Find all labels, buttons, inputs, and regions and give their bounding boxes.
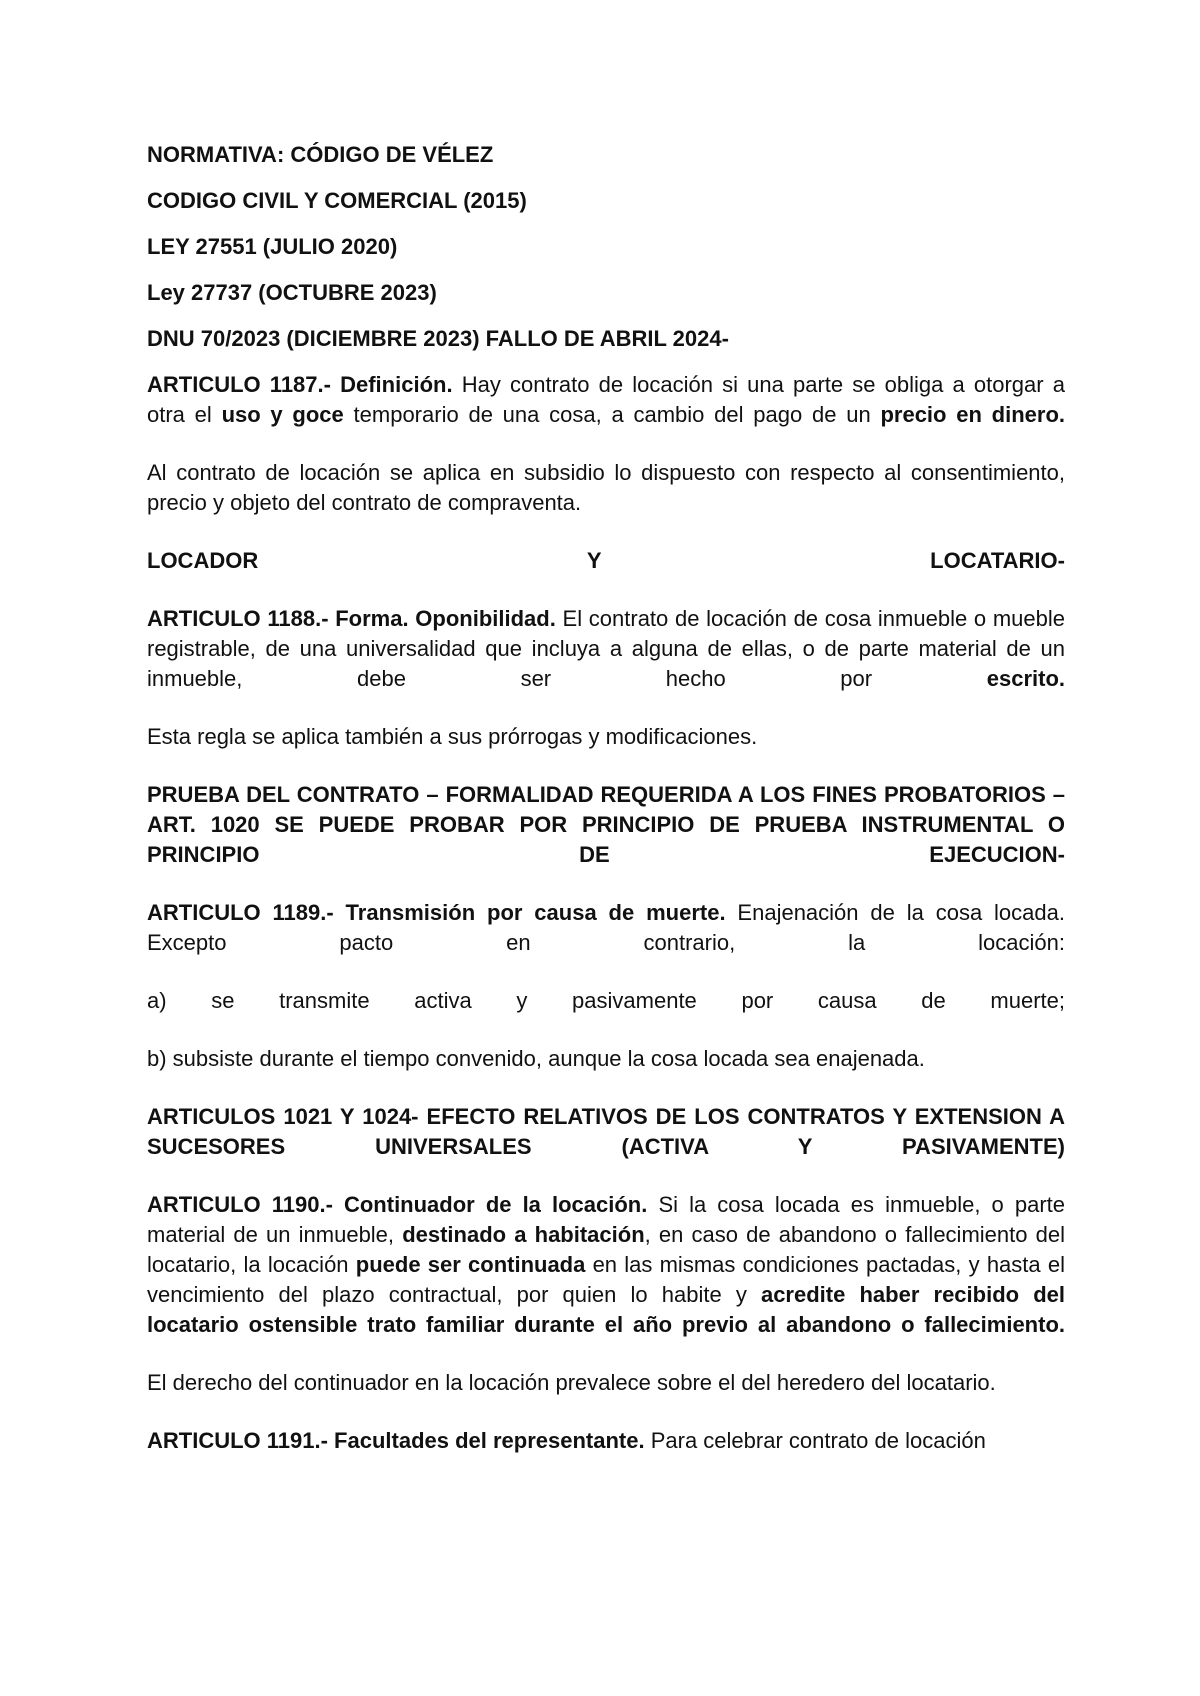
heading-codigo-civil: CODIGO CIVIL Y COMERCIAL (2015) <box>147 188 527 213</box>
heading-dnu: DNU 70/2023 (DICIEMBRE 2023) FALLO DE ABRIL 2024- <box>147 326 729 351</box>
text: , en caso de abandono o fallecimiento del locatario, la locación <box>147 1222 1065 1277</box>
article-1189-item-b: b) subsiste durante el tiempo convenido, aunque la cosa locada sea enajenada. <box>147 1046 925 1071</box>
heading-normativa: NORMATIVA: CÓDIGO DE VÉLEZ <box>147 142 494 167</box>
article-1189-item-a: a) se transmite activa y pasivamente por causa de muerte; <box>147 988 1065 1013</box>
bold-text: puede ser continuada <box>355 1252 586 1277</box>
heading-efecto-relativos: ARTICULOS 1021 Y 1024- EFECTO RELATIVOS DE LOS CONTRATOS Y EXTENSION A SUCESORES UNIVERSALES (ACTIVA Y PASIVAMENTE) <box>147 1104 1065 1159</box>
bold-text: escrito. <box>986 666 1065 691</box>
article-1190-title: ARTICULO 1190.- Continuador de la locación. <box>147 1192 648 1217</box>
heading-ley-27737: Ley 27737 (OCTUBRE 2023) <box>147 280 437 305</box>
heading-ley-27551: LEY 27551 (JULIO 2020) <box>147 234 398 259</box>
text: en las mismas condiciones pactadas, y hasta el vencimiento del plazo contractual, por quien lo habite y <box>147 1252 1065 1307</box>
article-1187-paragraph-2: Al contrato de locación se aplica en subsidio lo dispuesto con respecto al consentimiento, precio y objeto del contrato de compraventa. <box>147 460 1065 515</box>
text: Para celebrar contrato de locación <box>644 1428 986 1453</box>
text: El contrato de locación de cosa inmueble o mueble registrable, de una universalidad que incluya a alguna de ellas, o de parte material de un inmueble, debe ser hecho por <box>147 606 1065 691</box>
article-1188 <box>147 604 1065 694</box>
bold-text: destinado a habitación <box>402 1222 645 1247</box>
article-1188-paragraph-2: Esta regla se aplica también a sus prórrogas y modificaciones. <box>147 724 758 749</box>
bold-text: uso y goce <box>221 402 344 427</box>
normativa-list <box>147 140 1065 354</box>
article-1188-title: ARTICULO 1188.- Forma. Oponibilidad. <box>147 606 556 631</box>
text: temporario de una cosa, a cambio del pago de un <box>343 402 881 427</box>
bold-text: acredite haber recibido del locatario ostensible trato familiar durante el año previo al abandono o fallecimiento. <box>147 1282 1065 1337</box>
text: Si la cosa locada es inmueble, o parte material de un inmueble, <box>147 1192 1065 1247</box>
article-1187 <box>147 370 1065 430</box>
heading-prueba-contrato: PRUEBA DEL CONTRATO – FORMALIDAD REQUERIDA A LOS FINES PROBATORIOS – ART. 1020 SE PUEDE PROBAR POR PRINCIPIO DE PRUEBA INSTRUMENTAL O PRINCIPIO DE EJECUCION- <box>147 782 1065 867</box>
article-1187-title: ARTICULO 1187.- Definición. <box>147 372 453 397</box>
article-1190-paragraph-2: El derecho del continuador en la locación prevalece sobre el del heredero del locatario. <box>147 1370 996 1395</box>
heading-locador-locatario: LOCADOR Y LOCATARIO- <box>147 548 1065 573</box>
text: Hay contrato de locación si una parte se obliga a otorgar a otra el <box>147 372 1065 427</box>
article-1189-title: ARTICULO 1189.- Transmisión por causa de muerte. <box>147 900 726 925</box>
article-1191 <box>147 1426 1065 1456</box>
text: Enajenación de la cosa locada. Excepto pacto en contrario, la locación: <box>147 900 1065 955</box>
bold-text: precio en dinero. <box>880 402 1066 427</box>
article-1190 <box>147 1190 1065 1340</box>
article-1189 <box>147 898 1065 958</box>
article-1191-title: ARTICULO 1191.- Facultades del representante. <box>147 1428 645 1453</box>
